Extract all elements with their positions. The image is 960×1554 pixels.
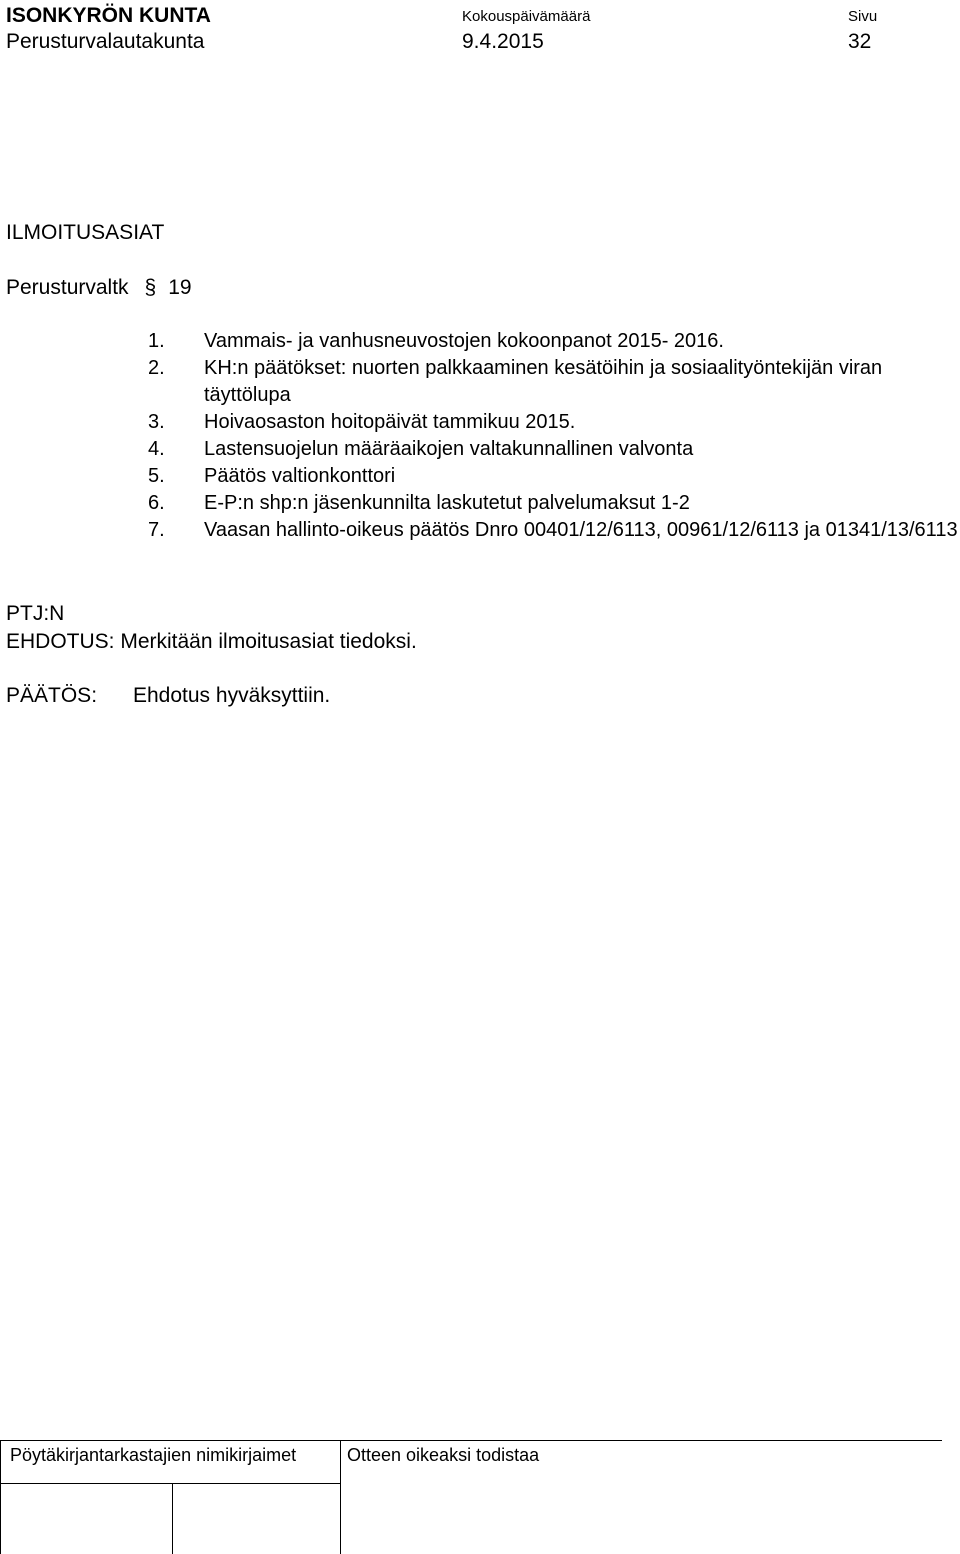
list-item-text: Vaasan hallinto-oikeus päätös Dnro 00401/12/6113, 00961/12/6113 ja 01341/13/6113	[204, 519, 958, 541]
list-item-text: E-P:n shp:n jäsenkunnilta laskutetut palvelumaksut 1-2	[204, 492, 690, 514]
list-item	[148, 328, 960, 355]
section-symbol: §	[144, 276, 157, 299]
page-number: 32	[848, 30, 872, 53]
footer-mid-rule	[0, 1483, 340, 1484]
section-title: ILMOITUSASIAT	[6, 221, 165, 244]
list-item-number: 3.	[148, 411, 165, 433]
list-item-number: 1.	[148, 330, 165, 352]
footer-initials-divider	[172, 1483, 173, 1554]
certified-label: Otteen oikeaksi todistaa	[347, 1445, 540, 1465]
ptjn-label: PTJ:N	[6, 602, 65, 625]
list-item	[148, 517, 960, 544]
footer-top-rule	[0, 1440, 942, 1441]
decision-label: PÄÄTÖS:	[6, 684, 98, 707]
list-item-text: Päätös valtionkonttori	[204, 465, 396, 487]
list-item-text: Hoivaosaston hoitopäivät tammikuu 2015.	[204, 411, 576, 433]
list-item-number: 2.	[148, 357, 165, 379]
board-name: Perusturvalautakunta	[6, 30, 205, 53]
list-item	[148, 436, 960, 463]
proposal-text: EHDOTUS: Merkitään ilmoitusasiat tiedoksi.	[6, 630, 417, 653]
decision-text: Ehdotus hyväksyttiin.	[133, 684, 331, 707]
list-item	[148, 355, 960, 409]
reference-body: Perusturvaltk	[6, 276, 129, 299]
footer-center-border	[340, 1440, 341, 1554]
signature-footer	[0, 1440, 942, 1554]
list-item-text: KH:n päätökset: nuorten palkkaaminen kesätöihin ja sosiaalityöntekijän viran täyttölupa	[204, 357, 883, 406]
list-item	[148, 490, 960, 517]
notice-items-list	[148, 328, 960, 544]
footer-left-border	[0, 1440, 1, 1554]
page-label: Sivu	[848, 8, 878, 25]
list-item-number: 6.	[148, 492, 165, 514]
list-item-number: 5.	[148, 465, 165, 487]
list-item-text: Lastensuojelun määräaikojen valtakunnallinen valvonta	[204, 438, 694, 460]
list-item	[148, 409, 960, 436]
reference-number: 19	[168, 276, 192, 299]
reference-line	[6, 276, 192, 300]
list-item-text: Vammais- ja vanhusneuvostojen kokoonpanot 2015- 2016.	[204, 330, 724, 352]
meeting-date-label: Kokouspäivämäärä	[462, 8, 591, 25]
list-item-number: 7.	[148, 519, 165, 541]
initials-label: Pöytäkirjantarkastajien nimikirjaimet	[10, 1445, 297, 1465]
list-item	[148, 463, 960, 490]
list-item-number: 4.	[148, 438, 165, 460]
meeting-date: 9.4.2015	[462, 30, 544, 53]
organization-name: ISONKYRÖN KUNTA	[6, 4, 211, 27]
